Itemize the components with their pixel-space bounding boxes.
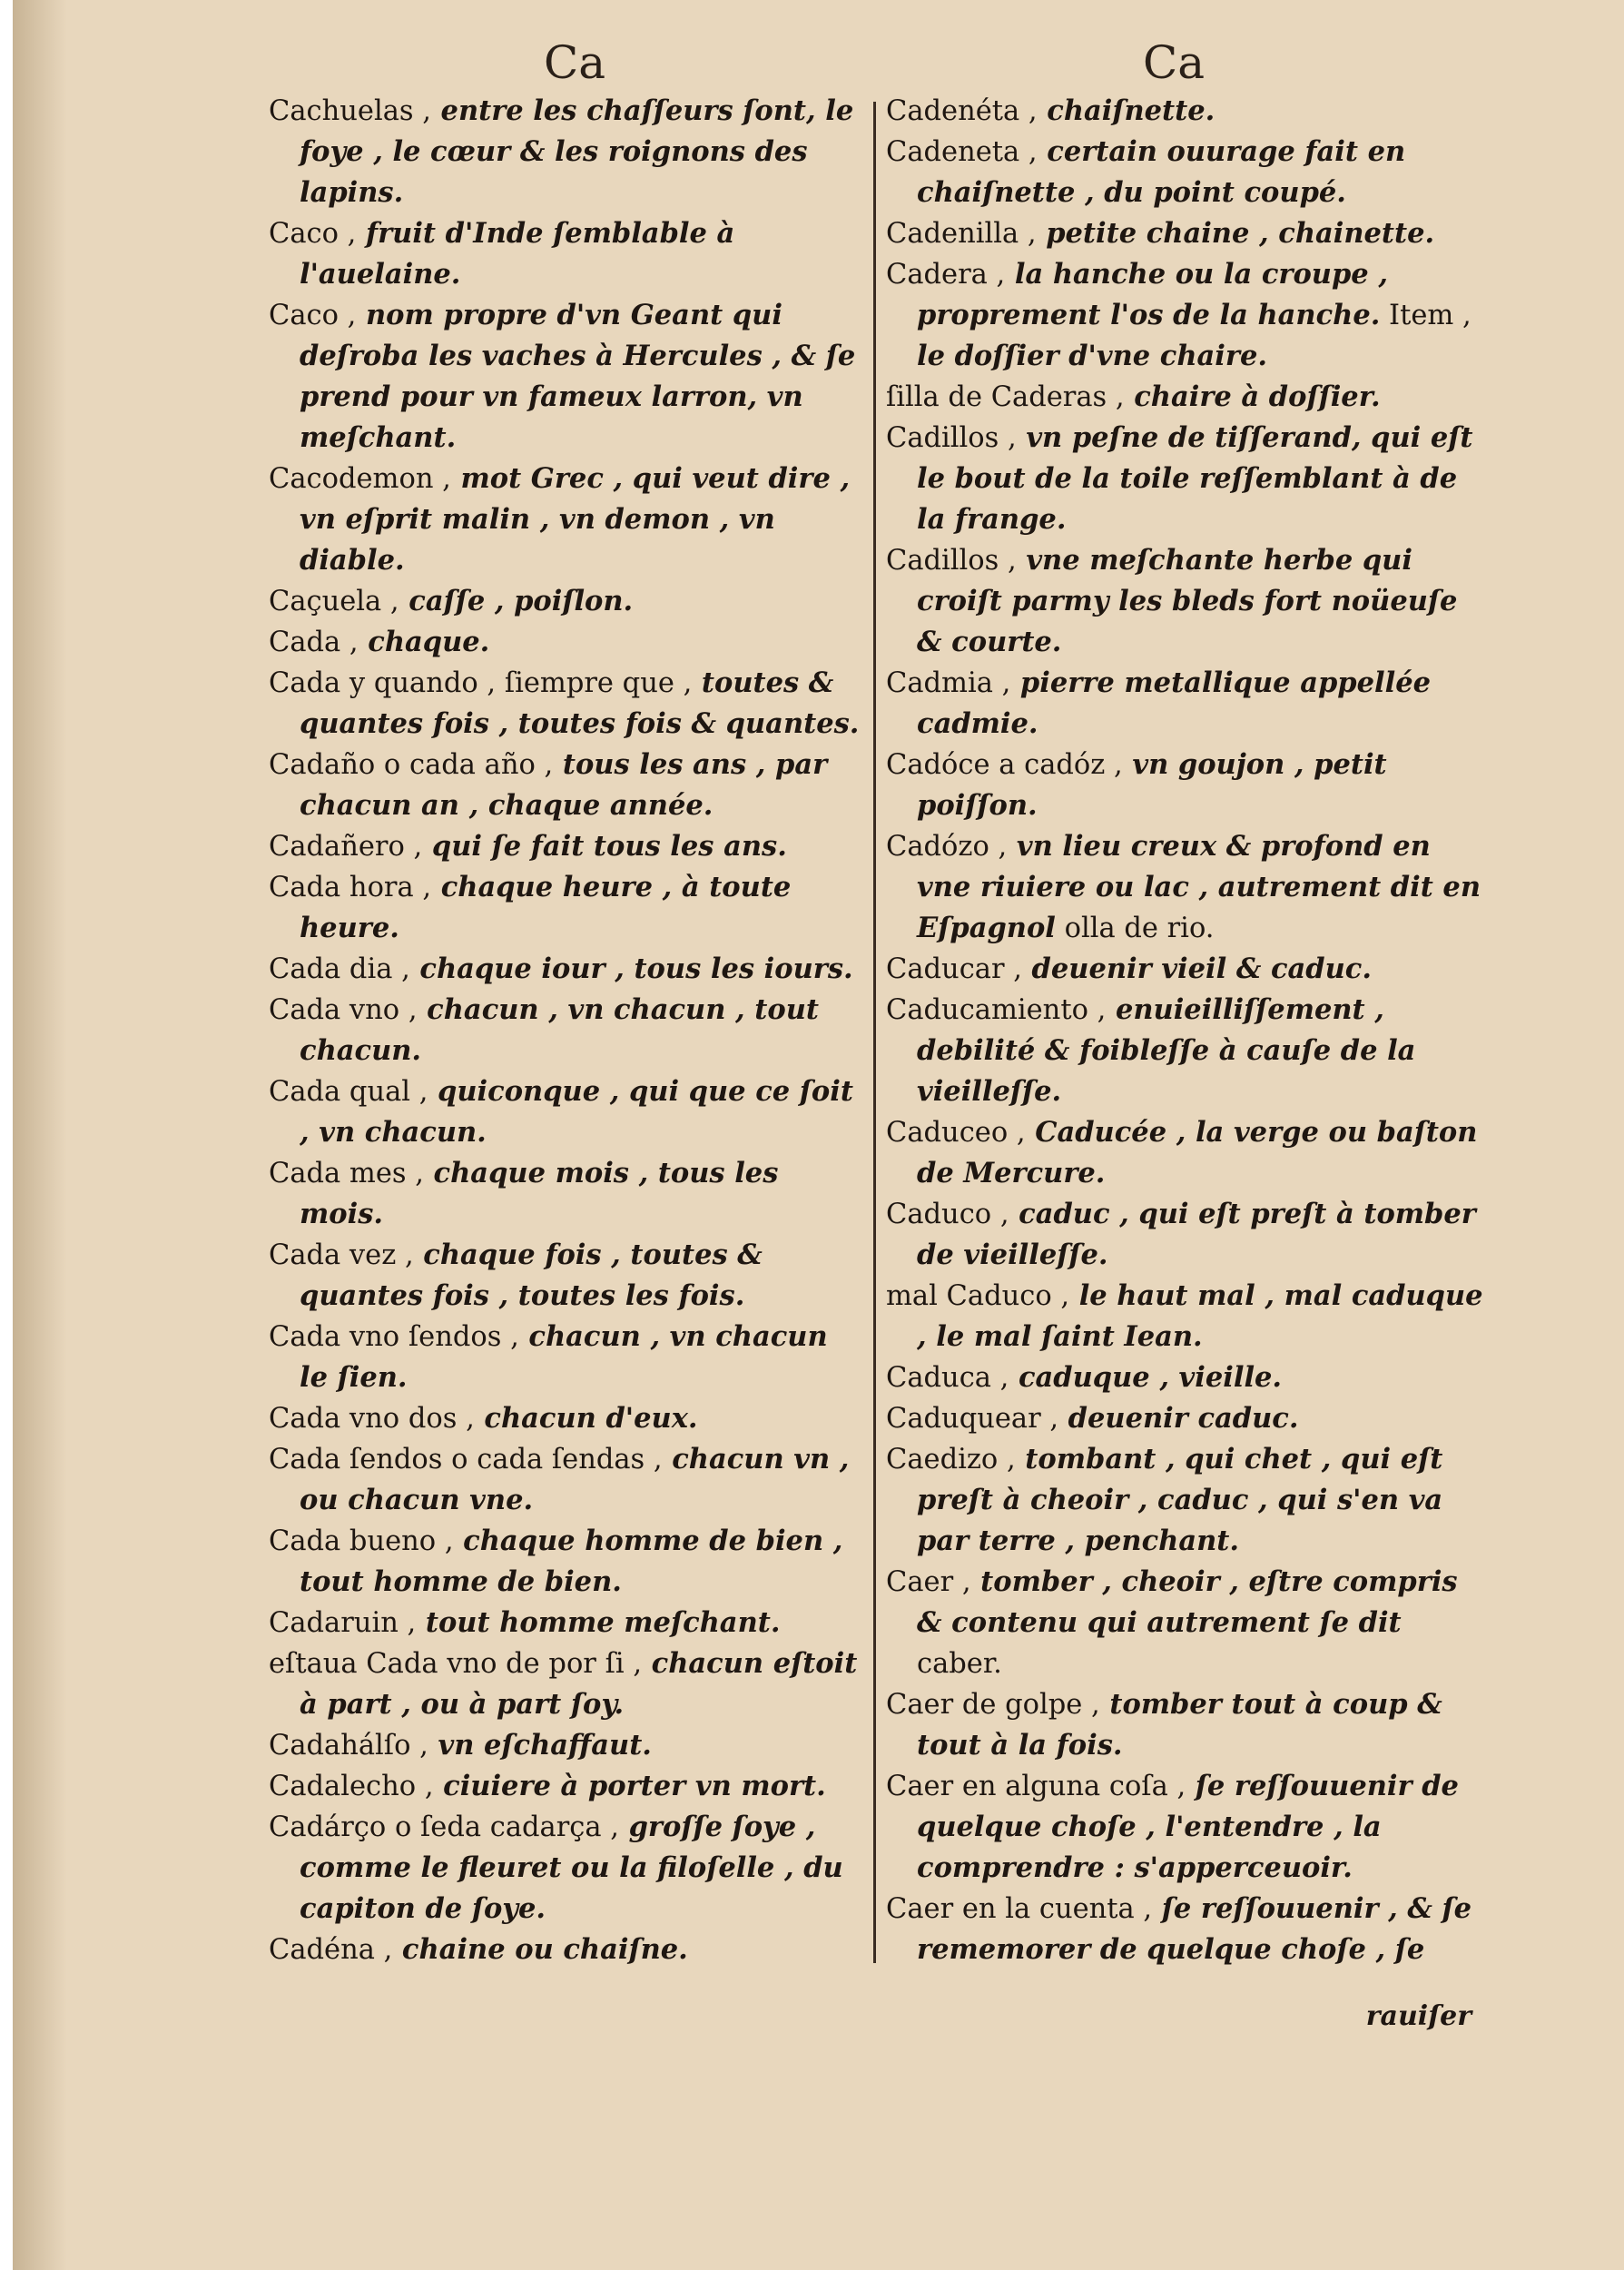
dictionary-entry bbox=[269, 1398, 863, 1439]
dictionary-entry bbox=[269, 1807, 863, 1930]
dictionary-entry bbox=[886, 132, 1485, 213]
dictionary-entry bbox=[269, 990, 863, 1071]
dictionary-entry bbox=[269, 867, 863, 949]
dictionary-entry bbox=[269, 295, 863, 459]
dictionary-entry bbox=[886, 990, 1485, 1112]
headword: Cada ſendos o cada ſendas , bbox=[269, 1444, 663, 1476]
headword: Cadaño o cada año , bbox=[269, 749, 554, 781]
definition: tomber tout à coup & tout à la fois. bbox=[917, 1688, 1442, 1762]
definition: ciuiere à porter vn mort. bbox=[433, 1770, 826, 1802]
definition: caſſe , poiſlon. bbox=[399, 585, 634, 617]
headword: Cadeneta , bbox=[886, 136, 1038, 168]
definition: vn eſchaffaut. bbox=[428, 1729, 652, 1762]
definition: la hanche ou la croupe , proprement l'os de la hanche. bbox=[917, 258, 1388, 331]
left-column bbox=[269, 91, 863, 1970]
definition: chaiſnette. bbox=[1037, 94, 1216, 127]
definition: chaque heure , à toute heure. bbox=[300, 871, 792, 944]
headword: Cadillos , bbox=[886, 422, 1017, 454]
headword: Caducar , bbox=[886, 953, 1022, 985]
headword: Cachuelas , bbox=[269, 95, 431, 127]
dictionary-entry bbox=[269, 1521, 863, 1603]
dictionary-entry bbox=[886, 1357, 1485, 1398]
definition: Caducée , la verge ou baſton de Mercure. bbox=[917, 1116, 1478, 1189]
headword: Caer en la cuenta , bbox=[886, 1893, 1153, 1925]
definition: vne meſchante herbe qui croiſt parmy les bleds fort noüeuſe & courte. bbox=[917, 544, 1458, 658]
definition: vn lieu creux & profond en vne riuiere ou lac , autrement dit en Eſpagnol bbox=[917, 830, 1481, 944]
headword: Cada qual , bbox=[269, 1076, 428, 1108]
definition: caduque , vieille. bbox=[1009, 1361, 1283, 1394]
headword: Cadózo , bbox=[886, 831, 1008, 863]
headword: Cada vno ſendos , bbox=[269, 1321, 519, 1353]
headword: Cadenéta , bbox=[886, 95, 1038, 127]
page-gutter-shadow bbox=[13, 0, 67, 2270]
dictionary-entry bbox=[269, 1725, 863, 1766]
headword: Cada mes , bbox=[269, 1158, 424, 1189]
definition: tomber , cheoir , eſtre compris & contenu qui autrement ſe dit bbox=[917, 1565, 1458, 1639]
dictionary-entry bbox=[886, 1276, 1485, 1357]
dictionary-entry bbox=[886, 1194, 1485, 1276]
definition: le doſſier d'vne chaire. bbox=[917, 340, 1267, 372]
definition: petite chaine , chainette. bbox=[1036, 217, 1435, 250]
definition: chacun d'eux. bbox=[474, 1402, 698, 1435]
dictionary-entry bbox=[886, 1112, 1485, 1194]
dictionary-entry bbox=[269, 826, 863, 867]
dictionary-entry bbox=[269, 1643, 863, 1725]
definition: caduc , qui eſt preſt à tomber de vieilleſſe. bbox=[917, 1198, 1476, 1271]
running-head-left: Ca bbox=[544, 36, 606, 89]
definition: vn peſne de tiſſerand, qui eſt le bout de la toile reſſemblant à de la frange. bbox=[917, 421, 1473, 536]
dictionary-entry bbox=[886, 1439, 1485, 1562]
definition: fruit d'Inde ſemblable à l'auelaine. bbox=[300, 217, 735, 291]
column-rule bbox=[873, 102, 876, 1963]
headword: Caer , bbox=[886, 1566, 971, 1598]
definition: quiconque , qui que ce ſoit , vn chacun. bbox=[300, 1075, 853, 1149]
headword: Cada dia , bbox=[269, 953, 410, 985]
definition: ſe reſſouuenir de quelque choſe , l'entendre , la comprendre : s'apperceuoir. bbox=[917, 1770, 1459, 1884]
definition: chaire à doſſier. bbox=[1124, 380, 1381, 413]
headword: Cada vno , bbox=[269, 994, 418, 1026]
headword: Cadahálſo , bbox=[269, 1730, 428, 1762]
dictionary-entry bbox=[886, 949, 1485, 990]
headword: Caduceo , bbox=[886, 1117, 1026, 1149]
headword: Cadéna , bbox=[269, 1934, 393, 1966]
headword: Caducamiento , bbox=[886, 994, 1107, 1026]
dictionary-entry bbox=[269, 1930, 863, 1970]
dictionary-entry bbox=[886, 1684, 1485, 1766]
headword: Cadera , bbox=[886, 259, 1006, 291]
definition: deuenir caduc. bbox=[1058, 1402, 1299, 1435]
headword: Cadmia , bbox=[886, 667, 1011, 699]
headword: Caduco , bbox=[886, 1199, 1009, 1230]
catchword: rauiſer bbox=[1365, 2000, 1471, 2032]
headword: Caedizo , bbox=[886, 1444, 1016, 1476]
dictionary-entry bbox=[269, 1071, 863, 1153]
headword: Caçuela , bbox=[269, 586, 399, 617]
definition: groſſe ſoye , comme le fleuret ou la filoſelle , du capiton de ſoye. bbox=[300, 1811, 843, 1925]
headword: Caco , bbox=[269, 300, 357, 331]
dictionary-entry bbox=[269, 949, 863, 990]
dictionary-entry bbox=[269, 213, 863, 295]
headword: Cada y quando , ſiempre que , bbox=[269, 667, 693, 699]
definition: chaque fois , toutes & quantes fois , toutes les fois. bbox=[300, 1239, 763, 1312]
definition: deuenir vieil & caduc. bbox=[1021, 952, 1372, 985]
definition: chaque mois , tous les mois. bbox=[300, 1157, 779, 1230]
running-head-right: Ca bbox=[1143, 36, 1206, 89]
definition: chacun , vn chacun le ſien. bbox=[300, 1320, 828, 1394]
definition: ſe reſſouuenir , & ſe rememorer de quelque choſe , ſe bbox=[917, 1892, 1472, 1966]
definition: chaque homme de bien , tout homme de bien. bbox=[300, 1525, 843, 1598]
roman-text: olla de rio. bbox=[1055, 913, 1215, 944]
headword: Cada vez , bbox=[269, 1239, 414, 1271]
headword: Cadóce a cadóz , bbox=[886, 749, 1123, 781]
headword: Cadaruin , bbox=[269, 1607, 417, 1639]
definition: toutes & quantes fois , toutes fois & quantes. bbox=[300, 666, 860, 740]
definition: chacun eſtoit à part , ou à part ſoy. bbox=[300, 1647, 858, 1721]
dictionary-entry bbox=[886, 91, 1485, 132]
definition: qui ſe fait tous les ans. bbox=[422, 830, 787, 863]
headword: eſtaua Cada vno de por ſi , bbox=[269, 1648, 643, 1680]
dictionary-entry bbox=[269, 745, 863, 826]
definition: chaque iour , tous les iours. bbox=[409, 952, 853, 985]
headword: Cadárço o ſeda cadarça , bbox=[269, 1811, 619, 1843]
dictionary-entry bbox=[886, 745, 1485, 826]
headword: Caer de golpe , bbox=[886, 1689, 1100, 1721]
dictionary-entry bbox=[886, 377, 1485, 418]
headword: Caco , bbox=[269, 218, 357, 250]
definition: chaine ou chaiſne. bbox=[392, 1933, 688, 1966]
headword: Cada hora , bbox=[269, 872, 432, 903]
headword: Cadillos , bbox=[886, 545, 1017, 577]
headword: Cada bueno , bbox=[269, 1525, 454, 1557]
dictionary-entry bbox=[886, 663, 1485, 745]
dictionary-entry bbox=[269, 459, 863, 581]
headword: Caduquear , bbox=[886, 1403, 1059, 1435]
definition: nom propre d'vn Geant qui deſroba les vaches à Hercules , & ſe prend pour vn fameux larron, vn meſchant. bbox=[300, 299, 856, 454]
dictionary-entry bbox=[269, 1153, 863, 1235]
headword: mal Caduco , bbox=[886, 1280, 1070, 1312]
definition: entre les chaſſeurs ſont, le foye , le cœur & les roignons des lapins. bbox=[300, 94, 854, 209]
definition: tout homme meſchant. bbox=[416, 1606, 781, 1639]
dictionary-entry bbox=[269, 1766, 863, 1807]
roman-text: caber. bbox=[917, 1648, 1002, 1680]
headword: Caer en alguna coſa , bbox=[886, 1771, 1186, 1802]
dictionary-entry bbox=[269, 1235, 863, 1317]
definition: tous les ans , par chacun an , chaque année. bbox=[300, 748, 828, 822]
dictionary-entry bbox=[269, 581, 863, 622]
dictionary-entry bbox=[269, 1439, 863, 1521]
definition: chacun , vn chacun , tout chacun. bbox=[300, 993, 819, 1067]
dictionary-entry bbox=[886, 1766, 1485, 1889]
headword: Cada , bbox=[269, 627, 359, 658]
dictionary-entry bbox=[886, 1562, 1485, 1684]
headword: Cadenilla , bbox=[886, 218, 1037, 250]
dictionary-entry bbox=[886, 1889, 1485, 1970]
definition: vn goujon , petit poiſſon. bbox=[917, 748, 1387, 822]
definition: chaque. bbox=[358, 626, 490, 658]
definition: pierre metallique appellée cadmie. bbox=[917, 666, 1432, 740]
headword: Cadalecho , bbox=[269, 1771, 434, 1802]
definition: chacun vn , ou chacun vne. bbox=[300, 1443, 850, 1516]
headword: Cada vno dos , bbox=[269, 1403, 475, 1435]
dictionary-entry bbox=[269, 91, 863, 213]
dictionary-entry bbox=[886, 213, 1485, 254]
definition: tombant , qui chet , qui eſt preſt à cheoir , caduc , qui s'en va par terre , penchant. bbox=[917, 1443, 1443, 1557]
headword: Cacodemon , bbox=[269, 463, 451, 495]
dictionary-entry bbox=[886, 1398, 1485, 1439]
headword: ſilla de Caderas , bbox=[886, 381, 1125, 413]
dictionary-entry bbox=[886, 254, 1485, 377]
dictionary-entry bbox=[886, 418, 1485, 540]
definition: enuieilliſſement , debilité & foibleſſe à cauſe de la vieilleſſe. bbox=[917, 993, 1416, 1108]
definition: mot Grec , qui veut dire , vn eſprit malin , vn demon , vn diable. bbox=[300, 462, 851, 577]
roman-text: Item , bbox=[1380, 300, 1471, 331]
dictionary-entry bbox=[269, 1317, 863, 1398]
dictionary-entry bbox=[269, 622, 863, 663]
book-page bbox=[13, 0, 1624, 2270]
definition: certain ouurage fait en chaiſnette , du point coupé. bbox=[917, 135, 1406, 209]
headword: Caduca , bbox=[886, 1362, 1009, 1394]
right-column bbox=[886, 91, 1485, 1970]
dictionary-entry bbox=[269, 663, 863, 745]
dictionary-entry bbox=[886, 540, 1485, 663]
headword: Cadañero , bbox=[269, 831, 423, 863]
dictionary-entry bbox=[886, 826, 1485, 949]
dictionary-entry bbox=[269, 1603, 863, 1643]
definition: le haut mal , mal caduque , le mal ſaint Iean. bbox=[917, 1279, 1483, 1353]
